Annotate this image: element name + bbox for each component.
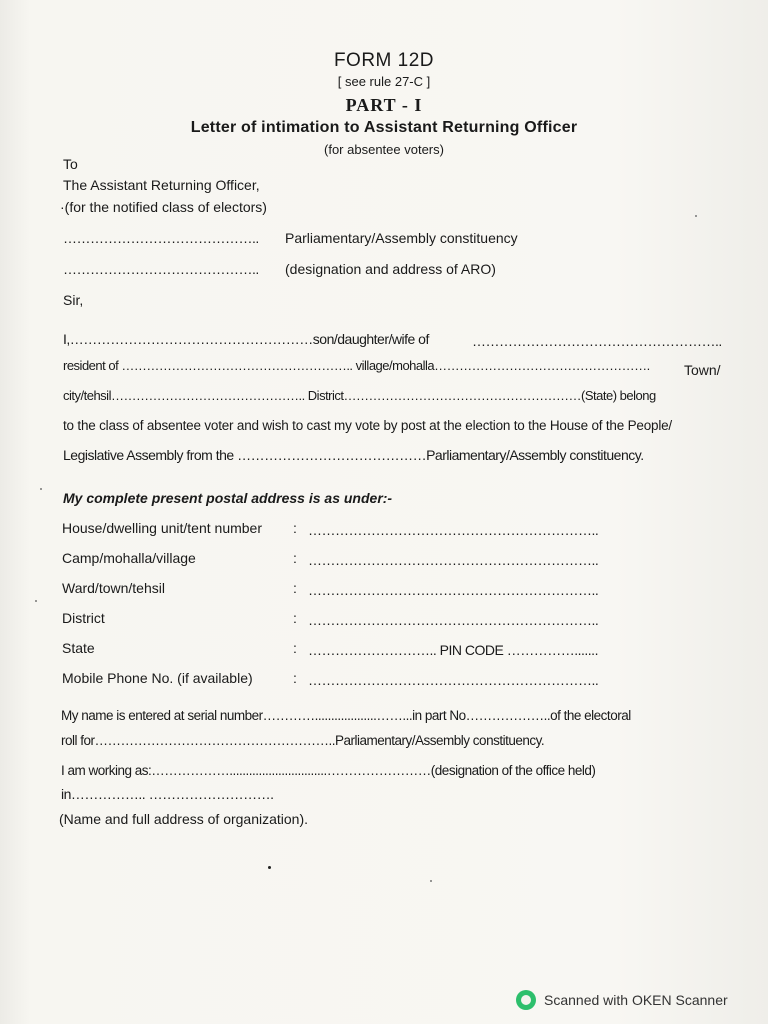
constituency-blank: …………………………………….. — [63, 230, 259, 246]
to-label: To — [63, 156, 78, 172]
body-line-1a: I,………………………………………………son/daughter/wife of — [63, 331, 429, 347]
scan-speck — [40, 488, 42, 490]
officer-line: The Assistant Returning Officer, — [63, 177, 260, 193]
body-line-1b: ……………………………………………….. — [472, 333, 722, 349]
field-label-state: State — [62, 640, 95, 656]
elector-class-line: ·(for the notified class of electors) — [60, 199, 267, 215]
field-sep: : — [293, 610, 297, 626]
form-subtitle: (for absentee voters) — [324, 142, 444, 157]
part-heading: PART - I — [345, 95, 423, 115]
field-sep: : — [293, 640, 297, 656]
field-value-state: ……………………….. PIN CODE ……………....... — [308, 642, 598, 658]
electoral-line-2: roll for………………………………………………..Parliamentary/Assembly constituency. — [61, 733, 545, 748]
field-label-mobile: Mobile Phone No. (if available) — [62, 670, 253, 686]
working-line-2: in…………….. ………………………. — [61, 786, 274, 802]
scan-speck — [268, 866, 271, 869]
form-number: FORM 12D — [333, 50, 435, 71]
field-label-camp: Camp/mohalla/village — [62, 550, 196, 566]
field-sep: : — [293, 550, 297, 566]
field-value-district: ……………………………………………………….. — [308, 612, 599, 628]
salutation: Sir, — [63, 292, 84, 308]
field-sep: : — [293, 670, 297, 686]
aro-label: (designation and address of ARO) — [285, 261, 496, 277]
field-label-ward: Ward/town/tehsil — [62, 580, 165, 596]
scanner-watermark — [516, 990, 728, 1010]
postal-heading: My complete present postal address is as under:- — [63, 490, 393, 506]
scanner-logo-icon — [516, 990, 536, 1010]
field-value-mobile: ……………………………………………………….. — [308, 672, 599, 688]
field-value-house: ……………………………………………………….. — [308, 522, 599, 538]
scan-speck — [35, 600, 37, 602]
body-line-4: to the class of absentee voter and wish to cast my vote by post at the election to the House of the People/ — [63, 418, 672, 433]
scan-speck — [430, 880, 432, 882]
field-sep: : — [293, 580, 297, 596]
field-label-district: District — [62, 610, 105, 626]
aro-blank: …………………………………….. — [63, 261, 259, 277]
field-value-ward: ……………………………………………………….. — [308, 582, 599, 598]
constituency-label: Parliamentary/Assembly constituency — [285, 230, 518, 246]
scan-speck — [695, 215, 697, 217]
scanner-label: Scanned with OKEN Scanner — [544, 992, 728, 1008]
body-line-2b: Town/ — [684, 362, 721, 378]
body-line-5: Legislative Assembly from the ……………………………………Parliamentary/Assembly constituency. — [63, 447, 644, 463]
electoral-line-1: My name is entered at serial number…………...................……...in part No………………..of the electoral — [61, 708, 631, 723]
body-line-2a: resident of ……………………………………………….. village/mohalla……………………………………………. — [63, 358, 650, 373]
field-label-house: House/dwelling unit/tent number — [62, 520, 263, 536]
field-sep: : — [293, 520, 297, 536]
rule-reference: [ see rule 27-C ] — [337, 74, 431, 89]
working-line-3: (Name and full address of organization). — [59, 811, 309, 827]
working-line-1: I am working as:………………..............................……………………(designation of the office held) — [61, 763, 596, 778]
body-line-3: city/tehsil……………………………………….. District…………………………………………………(State) belong — [63, 388, 656, 403]
field-value-camp: ……………………………………………………….. — [308, 552, 599, 568]
form-title: Letter of intimation to Assistant Returning Officer — [190, 119, 578, 136]
